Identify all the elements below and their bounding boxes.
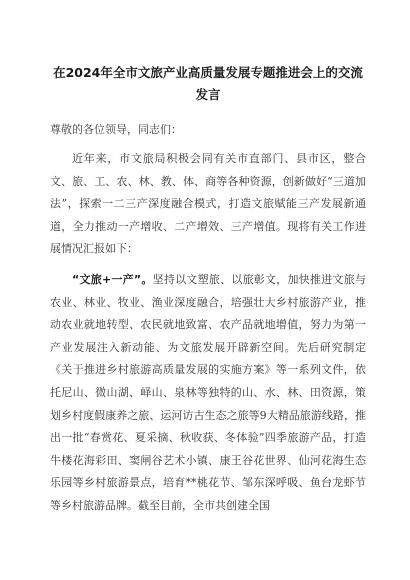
- section-paragraph: [50, 269, 366, 518]
- document-title: 在2024年全市文旅产业高质量发展专题推进会上的交流发言: [53, 65, 363, 102]
- intro-paragraph: 近年来，市文旅局积极会同有关市直部门、县市区，整合文、旅、工、农、林、教、体、商等各种资源，创新做好“三道加法”，探索一二三产深度融合模式，打造文旅赋能三产发展新通道，全力推动一产增收、二产增效、三产增值。现将有关工作进展情况汇报如下：: [50, 152, 366, 256]
- section-lead: “文旅+一产”。: [72, 272, 153, 286]
- salutation: 尊敬的各位领导，同志们：: [50, 123, 182, 136]
- section-body: 坚持以文塑旅、以旅彰文，加快推进文旅与农业、林业、牧业、渔业深度融合，培强壮大乡村旅游产业，推动农业就地转型、农民就地致富、农产品就地增值，努力为第一产业发展注入新动能、为文旅发展开辟新空间。先后研究制定《关于推进乡村旅游高质量发展的实施方案》等一系列文件，依托尼山、微山湖、峄山、泉林等独特的山、水、林、田资源，策划乡村度假康养之旅、运河访古生态之旅等9大精品旅游线路，推出一批“春赏花、夏采摘、秋收获、冬体验”四季旅游产品，打造牛楼花海彩田、窦闸谷艺术小镇、康王谷花世界、仙河花海生态乐园等乡村旅游景点，培育**桃花节、邹东深呼吸、鱼台龙虾节等乡村旅游品牌。截至目前，全市共创建全国: [50, 272, 366, 512]
